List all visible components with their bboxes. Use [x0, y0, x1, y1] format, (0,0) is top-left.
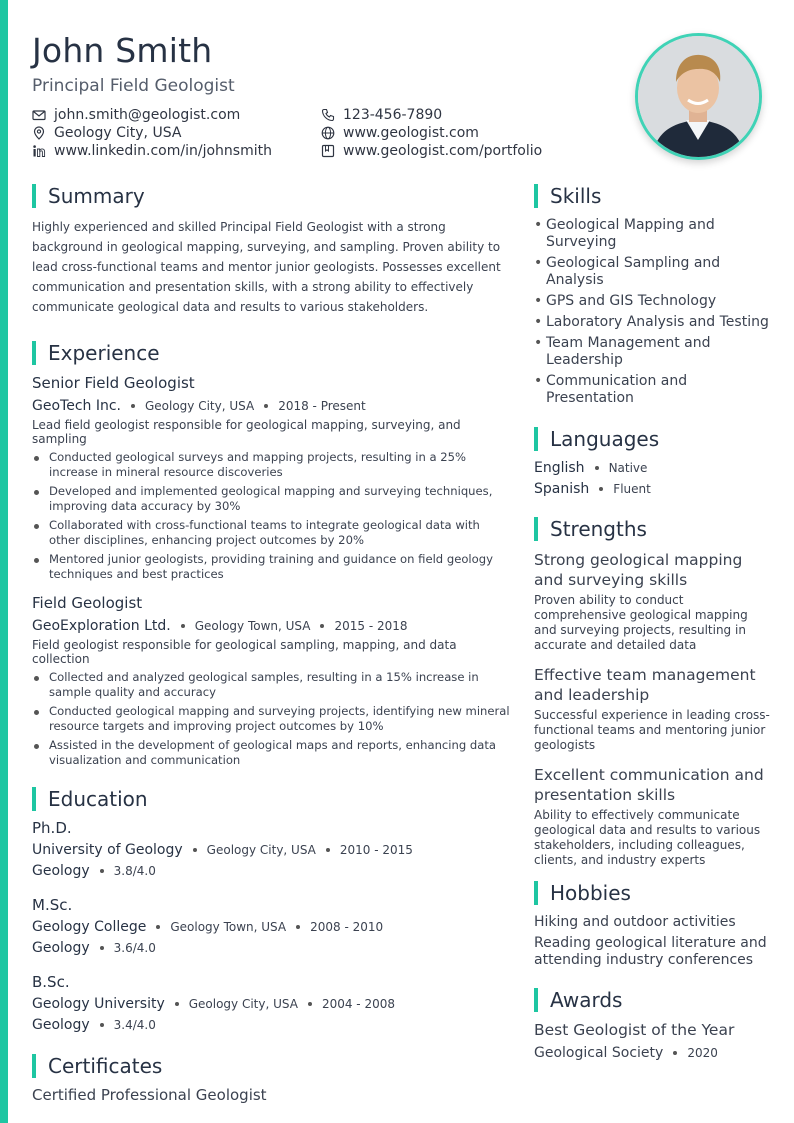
- field-of-study: Geology: [32, 1017, 90, 1033]
- hobbies-heading: Hobbies: [550, 880, 631, 905]
- school-name: Geology College: [32, 919, 147, 935]
- experience-section: [32, 340, 512, 768]
- experience-heading: Experience: [48, 340, 160, 365]
- school-line: [32, 919, 512, 935]
- phone-icon: [321, 108, 335, 122]
- linkedin-icon: [32, 144, 46, 158]
- person-avatar-icon: [638, 36, 759, 157]
- field-of-study: Geology: [32, 940, 90, 956]
- location-text: Geology City, USA: [54, 125, 182, 141]
- skill-item: • Geological Mapping and Surveying: [534, 217, 774, 251]
- resume-header: [32, 30, 632, 96]
- skills-list: [534, 217, 774, 407]
- skills-section: [534, 183, 774, 407]
- education-section: [32, 786, 512, 1033]
- school-dates: 2004 - 2008: [321, 997, 395, 1011]
- skill-item: • Geological Sampling and Analysis: [534, 255, 774, 289]
- bullet-item: Collected and analyzed geological samples, resulting in a 15% increase in sample quality and accuracy: [32, 670, 512, 700]
- contact-location: [32, 125, 181, 141]
- skill-item: • Communication and Presentation: [534, 373, 774, 407]
- gpa: 3.6/4.0: [113, 941, 156, 955]
- certificates-heading: Certificates: [48, 1053, 163, 1078]
- portfolio-icon: [321, 144, 335, 158]
- award-year: 2020: [687, 1046, 718, 1060]
- strengths-heading: Strengths: [550, 516, 647, 541]
- separator-dot: [100, 1023, 104, 1027]
- section-accent: [534, 184, 538, 208]
- languages-section: [534, 426, 774, 497]
- school-line: [32, 842, 512, 858]
- hobby-item: Reading geological literature and attending industry conferences: [534, 935, 767, 968]
- job-position: Senior Field Geologist: [32, 374, 195, 392]
- separator-dot: [156, 925, 160, 929]
- award-meta: [534, 1045, 774, 1061]
- education-heading: Education: [48, 786, 148, 811]
- company-name: GeoExploration Ltd.: [32, 618, 171, 634]
- separator-dot: [100, 869, 104, 873]
- separator-dot: [320, 624, 324, 628]
- profile-photo: [635, 33, 762, 160]
- contact-email[interactable]: [32, 107, 240, 123]
- bullet-item: Conducted geological mapping and surveying projects, identifying new mineral resource targets and improving project outcomes by 10%: [32, 704, 512, 734]
- school-name: Geology University: [32, 996, 165, 1012]
- separator-dot: [131, 404, 135, 408]
- bullet-item: Developed and implemented geological mapping and surveying techniques, improving data accuracy by 30%: [32, 484, 512, 514]
- summary-heading: Summary: [48, 183, 145, 208]
- section-accent: [534, 427, 538, 451]
- section-accent: [32, 1054, 36, 1078]
- section-accent: [32, 184, 36, 208]
- side-column: [534, 183, 774, 1061]
- full-name: John Smith: [32, 31, 213, 70]
- bullet-item: Mentored junior geologists, providing training and guidance on field geology techniques and best practices: [32, 552, 512, 582]
- job-position: Field Geologist: [32, 594, 143, 612]
- separator-dot: [175, 1002, 179, 1006]
- portfolio-text: www.geologist.com/portfolio: [343, 143, 543, 159]
- job-entry: [32, 594, 512, 768]
- strength-item: [534, 550, 774, 653]
- main-column: [32, 183, 512, 1104]
- separator-dot: [326, 848, 330, 852]
- bullet-item: Collaborated with cross-functional teams to integrate geological data with other disciplines, enhancing project outcomes by 20%: [32, 518, 512, 548]
- job-bullets: [32, 670, 512, 768]
- degree: Ph.D.: [32, 819, 72, 837]
- separator-dot: [308, 1002, 312, 1006]
- skill-item: • GPS and GIS Technology: [534, 293, 774, 310]
- summary-text: Highly experienced and skilled Principal Field Geologist with a strong background in geological mapping, surveying, and sampling. Proven ability to lead cross-functional teams and mentor junior geologists. Possesses excellent communication and presentation skills, with a strong ability to effectively communicate geological data and results to various stakeholders.: [32, 220, 501, 314]
- section-accent: [534, 517, 538, 541]
- contact-portfolio[interactable]: [321, 143, 542, 159]
- phone-text: 123-456-7890: [343, 107, 443, 123]
- separator-dot: [599, 487, 603, 491]
- separator-dot: [193, 848, 197, 852]
- separator-dot: [673, 1051, 677, 1055]
- school-dates: 2008 - 2010: [310, 920, 384, 934]
- language-name: Spanish: [534, 481, 590, 497]
- section-accent: [32, 787, 36, 811]
- hobbies-section: [534, 880, 774, 969]
- gpa: 3.8/4.0: [113, 864, 156, 878]
- company-name: GeoTech Inc.: [32, 398, 121, 414]
- section-accent: [534, 988, 538, 1012]
- education-entry: [32, 819, 512, 879]
- job-dates: 2018 - Present: [278, 399, 366, 413]
- award-title: Best Geologist of the Year: [534, 1021, 735, 1039]
- linkedin-text: www.linkedin.com/in/johnsmith: [54, 143, 272, 159]
- job-meta: [32, 618, 512, 634]
- job-location: Geology City, USA: [144, 399, 255, 413]
- language-level: Native: [608, 461, 648, 475]
- school-dates: 2010 - 2015: [339, 843, 413, 857]
- job-bullets: [32, 450, 512, 582]
- summary-section: [32, 183, 512, 317]
- award-issuer: Geological Society: [534, 1045, 664, 1061]
- section-accent: [32, 341, 36, 365]
- school-location: Geology Town, USA: [170, 920, 287, 934]
- field-of-study: Geology: [32, 863, 90, 879]
- mail-icon: [32, 108, 46, 122]
- gpa: 3.4/4.0: [113, 1018, 156, 1032]
- email-text: john.smith@geologist.com: [54, 107, 241, 123]
- awards-heading: Awards: [550, 987, 623, 1012]
- separator-dot: [100, 946, 104, 950]
- degree: M.Sc.: [32, 896, 73, 914]
- school-line: [32, 996, 512, 1012]
- awards-section: [534, 987, 774, 1061]
- language-item: [534, 460, 774, 476]
- job-description: Lead field geologist responsible for geological mapping, surveying, and sampling: [32, 418, 461, 446]
- education-entry: [32, 973, 512, 1033]
- certificates-section: [32, 1053, 512, 1104]
- contact-phone[interactable]: [321, 107, 442, 123]
- language-name: English: [534, 460, 585, 476]
- job-title: Principal Field Geologist: [32, 76, 235, 96]
- school-location: Geology City, USA: [188, 997, 298, 1011]
- field-line: [32, 863, 512, 879]
- strength-item: [534, 765, 774, 868]
- skill-item: • Team Management and Leadership: [534, 335, 774, 369]
- separator-dot: [181, 624, 185, 628]
- degree: B.Sc.: [32, 973, 70, 991]
- language-item: [534, 481, 774, 497]
- strength-description: Proven ability to conduct comprehensive geological mapping and surveying projects, resulting in accurate and detailed data: [534, 593, 748, 652]
- accent-bar: [0, 0, 8, 1123]
- certificate-item: Certified Professional Geologist: [32, 1086, 267, 1104]
- contact-website[interactable]: [321, 125, 479, 141]
- strengths-section: [534, 516, 774, 868]
- skill-item: • Laboratory Analysis and Testing: [534, 314, 774, 331]
- strength-description: Successful experience in leading cross-functional teams and mentoring junior geologists: [534, 708, 770, 752]
- job-entry: [32, 374, 512, 582]
- contact-linkedin[interactable]: [32, 143, 272, 159]
- strength-description: Ability to effectively communicate geological data and results to various stakeholders, including colleagues, clients, and industry experts: [534, 808, 761, 867]
- job-meta: [32, 398, 512, 414]
- separator-dot: [595, 466, 599, 470]
- education-entry: [32, 896, 512, 956]
- strength-title: Excellent communication and presentation skills: [534, 766, 764, 804]
- job-dates: 2015 - 2018: [334, 619, 408, 633]
- job-location: Geology Town, USA: [194, 619, 311, 633]
- globe-icon: [321, 126, 335, 140]
- languages-heading: Languages: [550, 426, 660, 451]
- field-line: [32, 1017, 512, 1033]
- strength-item: [534, 665, 774, 753]
- section-accent: [534, 881, 538, 905]
- hobby-item: Hiking and outdoor activities: [534, 914, 736, 930]
- website-text: www.geologist.com: [343, 125, 479, 141]
- school-name: University of Geology: [32, 842, 183, 858]
- bullet-item: Assisted in the development of geological maps and reports, enhancing data visualization and communication: [32, 738, 512, 768]
- job-description: Field geologist responsible for geological sampling, mapping, and data collection: [32, 638, 457, 666]
- skills-heading: Skills: [550, 183, 602, 208]
- separator-dot: [264, 404, 268, 408]
- language-level: Fluent: [613, 482, 651, 496]
- field-line: [32, 940, 512, 956]
- strength-title: Effective team management and leadership: [534, 666, 756, 704]
- separator-dot: [296, 925, 300, 929]
- school-location: Geology City, USA: [206, 843, 316, 857]
- strength-title: Strong geological mapping and surveying skills: [534, 551, 743, 589]
- location-pin-icon: [32, 126, 46, 140]
- bullet-item: Conducted geological surveys and mapping projects, resulting in a 25% increase in mineral resource discoveries: [32, 450, 512, 480]
